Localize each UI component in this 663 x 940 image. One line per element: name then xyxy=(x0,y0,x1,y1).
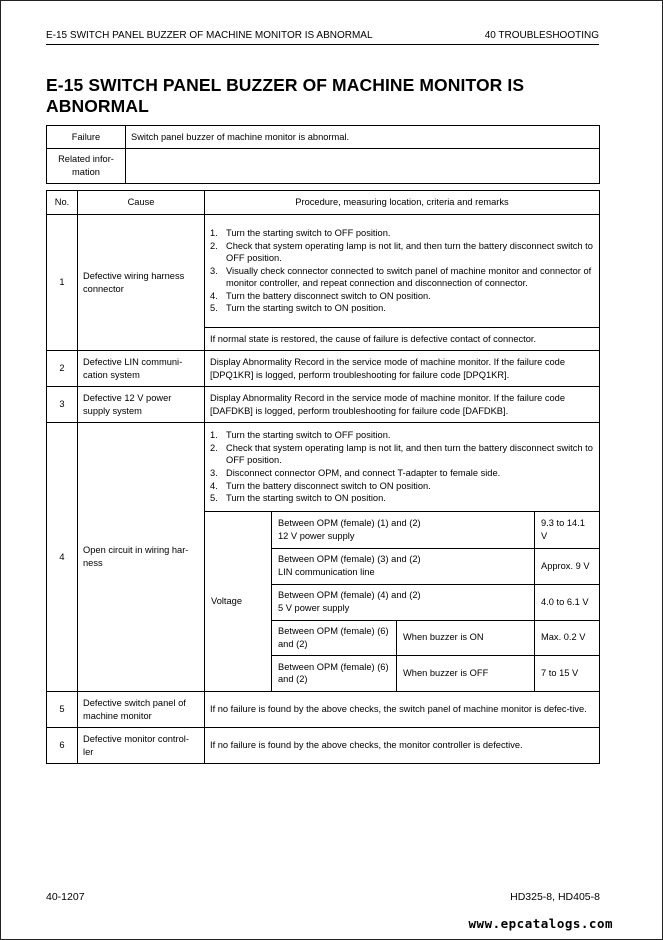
failure-label: Failure xyxy=(47,126,126,149)
table-row xyxy=(47,423,600,512)
related-label-line-2: mation xyxy=(72,167,100,177)
measurement-condition: When buzzer is OFF xyxy=(397,655,535,691)
procedure-text: If no failure is found by the above checks, the monitor controller is defective. xyxy=(205,728,600,764)
row-cause xyxy=(78,387,205,423)
list-item xyxy=(210,429,594,442)
list-item xyxy=(210,492,594,505)
between-line: LIN communication line xyxy=(278,567,375,577)
measurement-between xyxy=(272,620,397,655)
step-text: Turn the starting switch to OFF position. xyxy=(226,227,391,238)
measurement-between xyxy=(272,548,535,584)
page-title-line-1: E-15 SWITCH PANEL BUZZER OF MACHINE MONITOR IS xyxy=(46,75,525,95)
step-number: 2. xyxy=(210,442,218,453)
related-label-line-1: Related infor- xyxy=(58,154,114,165)
between-line: Between OPM (female) (6) xyxy=(278,661,389,672)
list-item xyxy=(210,240,594,265)
measurement-value: Approx. 9 V xyxy=(535,548,600,584)
model-designation: HD325-8, HD405-8 xyxy=(510,891,600,903)
page-title xyxy=(46,75,606,117)
step-text: Check that system operating lamp is not lit, and then turn the battery disconnect switch to OFF position. xyxy=(226,442,593,466)
cause-line: Defective monitor control- xyxy=(83,733,189,744)
step-text: Turn the battery disconnect switch to ON position. xyxy=(226,290,431,301)
measurement-between xyxy=(272,655,397,691)
step-text: Disconnect connector OPM, and connect T-adapter to female side. xyxy=(226,468,501,478)
step-number: 4. xyxy=(210,290,218,301)
cause-line: connector xyxy=(83,283,124,294)
row-number: 2 xyxy=(47,351,78,387)
between-line: 5 V power supply xyxy=(278,603,350,613)
measurement-value: 4.0 to 6.1 V xyxy=(535,584,600,620)
list-item xyxy=(210,442,594,467)
page-number: 40-1207 xyxy=(46,891,85,903)
step-number: 3. xyxy=(210,265,218,276)
procedure-steps xyxy=(205,215,600,328)
table-header-row xyxy=(47,191,600,215)
cause-line: cation system xyxy=(83,369,140,380)
step-text: Turn the starting switch to ON position. xyxy=(226,493,386,504)
step-text: Turn the battery disconnect switch to ON position. xyxy=(226,480,431,491)
cause-line: Open circuit in wiring har- xyxy=(83,545,189,556)
list-item xyxy=(210,302,594,315)
voltage-measurement-table xyxy=(205,512,599,691)
table-row xyxy=(47,351,600,387)
table-row xyxy=(47,728,600,764)
list-item xyxy=(210,227,594,240)
voltage-label: Voltage xyxy=(205,512,272,691)
failure-info-table xyxy=(46,125,600,184)
cause-line: machine monitor xyxy=(83,710,152,721)
row-number: 3 xyxy=(47,387,78,423)
table-row xyxy=(47,215,600,328)
value-line: 9.3 to 14.1 xyxy=(541,518,585,529)
row-number: 6 xyxy=(47,728,78,764)
row-cause xyxy=(78,423,205,692)
between-line: 12 V power supply xyxy=(278,530,355,541)
step-number: 4. xyxy=(210,480,218,491)
row-cause xyxy=(78,728,205,764)
header-section-title: E-15 SWITCH PANEL BUZZER OF MACHINE MONITOR IS ABNORMAL xyxy=(46,30,373,41)
between-line: Between OPM (female) (6) xyxy=(278,625,389,636)
procedure-steps xyxy=(205,423,600,512)
troubleshooting-table xyxy=(46,190,600,764)
table-row xyxy=(47,692,600,728)
step-number: 5. xyxy=(210,493,218,504)
header-chapter-title: 40 TROUBLESHOOTING xyxy=(484,30,599,41)
cause-line: ler xyxy=(83,746,94,757)
step-list xyxy=(210,227,594,315)
between-line: Between OPM (female) (3) and (2) xyxy=(278,554,421,565)
cause-line: Defective wiring harness xyxy=(83,270,185,281)
cause-line: ness xyxy=(83,558,103,568)
row-number: 5 xyxy=(47,692,78,728)
step-text: Check that system operating lamp is not lit, and then turn the battery disconnect switch to OFF position. xyxy=(226,240,593,264)
procedure-text: Display Abnormality Record in the service mode of machine monitor. If the failure code [DAFDKB] is logged, perform troubleshooting for failure code [DAFDKB]. xyxy=(205,387,600,423)
step-number: 1. xyxy=(210,227,218,238)
related-information-label xyxy=(47,149,126,184)
between-line: and (2) xyxy=(278,674,308,685)
step-number: 2. xyxy=(210,240,218,251)
header-procedure: Procedure, measuring location, criteria and remarks xyxy=(205,191,600,215)
step-list xyxy=(210,429,594,505)
measurement-between xyxy=(272,584,535,620)
related-information-value xyxy=(126,149,600,184)
page-title-line-2: ABNORMAL xyxy=(46,96,149,116)
list-item xyxy=(210,480,594,493)
table-row xyxy=(47,387,600,423)
row-cause xyxy=(78,692,205,728)
list-item xyxy=(210,467,594,480)
failure-value: Switch panel buzzer of machine monitor is abnormal. xyxy=(126,126,600,149)
header-no: No. xyxy=(47,191,78,215)
step-text: Turn the starting switch to OFF position. xyxy=(226,430,391,441)
list-item xyxy=(210,290,594,303)
running-header xyxy=(46,30,599,45)
between-line: Between OPM (female) (4) and (2) xyxy=(278,590,421,601)
measurement-condition: When buzzer is ON xyxy=(397,620,535,655)
measurement-between xyxy=(272,512,535,548)
between-line: Between OPM (female) (1) and (2) xyxy=(278,518,421,529)
watermark-url: www.epcatalogs.com xyxy=(468,916,613,931)
step-text: Visually check connector connected to switch panel of machine monitor and connector of monitor controller, and repeat connection and disconnection of connector. xyxy=(226,265,592,289)
step-number: 3. xyxy=(210,468,218,478)
step-number: 5. xyxy=(210,303,218,314)
voltage-measurement-cell xyxy=(205,512,600,692)
procedure-text: If no failure is found by the above checks, the switch panel of machine monitor is defec-tive. xyxy=(205,692,600,728)
header-cause: Cause xyxy=(78,191,205,215)
measurement-value: 7 to 15 V xyxy=(535,655,600,691)
between-line: and (2) xyxy=(278,638,308,649)
measurement-value: Max. 0.2 V xyxy=(535,620,600,655)
value-line: V xyxy=(541,530,548,541)
measurement-value xyxy=(535,512,600,548)
cause-line: Defective 12 V power xyxy=(83,392,172,403)
step-number: 1. xyxy=(210,430,218,441)
row-cause xyxy=(78,215,205,351)
row-number: 1 xyxy=(47,215,78,351)
row-number: 4 xyxy=(47,423,78,692)
cause-line: Defective switch panel of xyxy=(83,697,186,708)
procedure-note: If normal state is restored, the cause of failure is defective contact of connector. xyxy=(205,328,600,351)
list-item xyxy=(210,265,594,290)
procedure-text: Display Abnormality Record in the service mode of machine monitor. If the failure code [DPQ1KR] is logged, perform troubleshooting for failure code [DPQ1KR]. xyxy=(205,351,600,387)
step-text: Turn the starting switch to ON position. xyxy=(226,303,386,314)
cause-line: Defective LIN communi- xyxy=(83,356,183,367)
row-cause xyxy=(78,351,205,387)
cause-line: supply system xyxy=(83,405,142,416)
